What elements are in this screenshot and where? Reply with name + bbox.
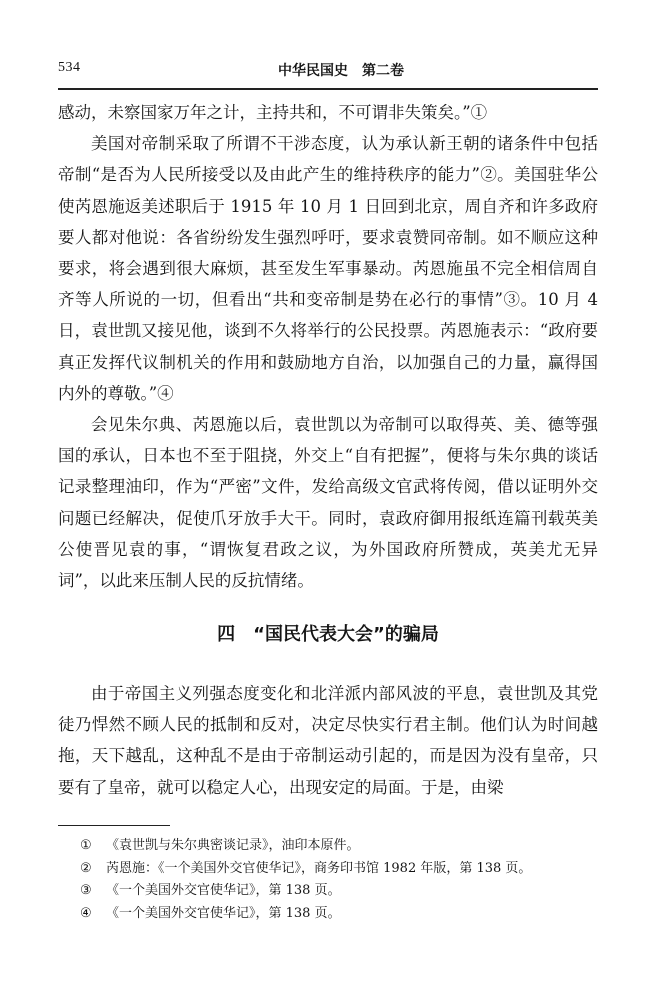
footnotes — [80, 835, 600, 925]
footnote-text: 《一个美国外交官使华记》，第 138 页。 — [106, 905, 341, 921]
paragraph: 会见朱尔典、芮恩施以后，袁世凯以为帝制可以取得英、美、德等强国的承认，日本也不至于阻挠，外交上“自有把握”，便将与朱尔典的谈话记录整理油印，作为“严密”文件，发给高级文官武将传阅，借以证明外交问题已经解决，促使爪牙放手大干。同时，袁政府御用报纸连篇刊载英美公使晋见袁的事，“谓恢复君政之议，为外国政府所赞成，英美尤无异词”，以此来压制人民的反抗情绪。 — [58, 415, 598, 591]
running-title: 中华民国史 第二卷 — [278, 63, 404, 79]
footnote-text: 《袁世凯与朱尔典密谈记录》，油印本原件。 — [106, 838, 360, 853]
footnote — [80, 858, 600, 881]
footnote-mark: ② — [80, 860, 92, 876]
footnote-rule — [58, 825, 170, 826]
footnote-mark: ③ — [80, 883, 92, 898]
footnote-mark: ④ — [80, 905, 92, 921]
footnote-mark: ① — [80, 838, 92, 853]
footnote — [80, 903, 600, 926]
page-header — [58, 60, 598, 84]
page-number: 534 — [58, 60, 81, 75]
header-rule — [58, 88, 598, 90]
footnote — [80, 835, 600, 858]
footnote — [80, 880, 600, 903]
footnote-text: 芮恩施：《一个美国外交官使华记》，商务印书馆 1982 年版，第 138 页。 — [106, 860, 532, 876]
section-body — [58, 678, 598, 803]
body-text — [58, 97, 598, 596]
footnote-text: 《一个美国外交官使华记》，第 138 页。 — [106, 883, 341, 898]
paragraph: 由于帝国主义列强态度变化和北洋派内部风波的平息，袁世凯及其党徒乃悍然不顾人民的抵制和反对，决定尽快实行君主制。他们认为时间越拖，天下越乱，这种乱不是由于帝制运动引起的，而是因为没有皇帝，只要有了皇帝，就可以稳定人心，出现安定的局面。于是，由梁 — [58, 684, 598, 797]
section-heading: 四 “国民代表大会”的骗局 — [217, 624, 439, 645]
paragraph-continued: 感动，未察国家万年之计，主持共和，不可谓非失策矣。”① — [58, 103, 488, 122]
paragraph: 美国对帝制采取了所谓不干涉态度，认为承认新王朝的诸条件中包括帝制“是否为人民所接受以及由此产生的维持秩序的能力”②。美国驻华公使芮恩施返美述职后于 1915 年 10 月 1 日回到北京，周自齐和许多政府要人都对他说：各省纷纷发生强烈呼吁，要求袁赞同帝制。如不顺应这种要求，将会遇到很大麻烦，甚至发生军事暴动。芮恩施虽不完全相信周自齐等人所说的一切，但看出“共和变帝制是势在必行的事情”③。10 月 4 日，袁世凯又接见他，谈到不久将举行的公民投票。芮恩施表示：“政府要真正发挥代议制机关的作用和鼓励地方自治，以加强自己的力量，赢得国内外的尊敬。”④ — [58, 134, 598, 403]
